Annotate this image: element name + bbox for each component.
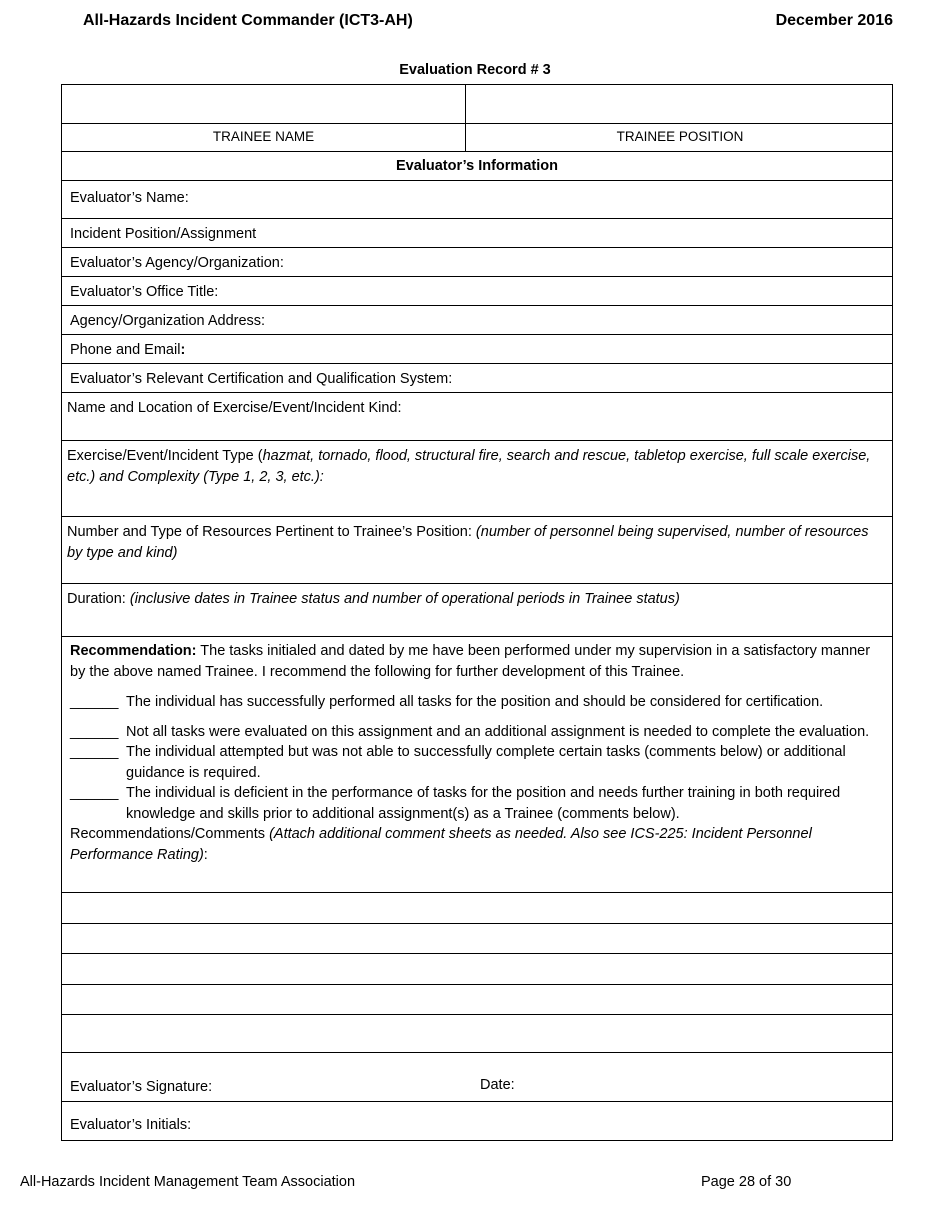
agency-address-row	[62, 306, 892, 335]
resources-examples: (number of personnel being supervised, number of resources by type and kind)	[67, 524, 869, 561]
recommendation-block	[70, 641, 884, 865]
exercise-type-row	[62, 441, 892, 517]
incident-position-row	[62, 219, 892, 248]
recommendation-row	[62, 637, 892, 893]
option-4-text: The individual is deficient in the performance of tasks for the position and needs further training in both required knowledge and skills prior to additional assignment(s) as a Trainee (comments below).	[126, 785, 841, 822]
evaluator-agency-label: Evaluator’s Agency/Organization:	[70, 255, 284, 271]
comment-line-1	[62, 893, 892, 924]
option-1-text: The individual has successfully performed all tasks for the position and should be considered for certification.	[126, 694, 824, 710]
option-2-text: Not all tasks were evaluated on this assignment and an additional assignment is needed to complete the evaluation.	[126, 723, 870, 740]
evaluation-form	[61, 84, 893, 1141]
duration-examples: (inclusive dates in Trainee status and number of operational periods in Trainee status)	[129, 591, 680, 607]
trainee-entry-row	[62, 85, 892, 124]
resources-label	[67, 522, 874, 563]
exercise-type-prefix: Exercise/Event/Incident Type (	[67, 448, 263, 464]
recommendation-intro	[70, 641, 884, 682]
agency-address-label: Agency/Organization Address:	[70, 313, 266, 329]
evaluator-name-row	[62, 181, 892, 219]
evaluator-name-label: Evaluator’s Name:	[70, 190, 189, 206]
evaluator-agency-row	[62, 248, 892, 277]
initials-label: Evaluator’s Initials:	[70, 1117, 192, 1133]
resources-row	[62, 517, 892, 584]
document-title: All-Hazards Incident Commander (ICT3-AH)	[83, 12, 413, 29]
phone-email-text: Phone and Email	[70, 342, 181, 358]
trainee-name-label: TRAINEE NAME	[212, 129, 315, 144]
incident-position-label: Incident Position/Assignment	[70, 226, 257, 242]
phone-email-colon: :	[180, 342, 186, 358]
comment-line-4	[62, 985, 892, 1015]
option-3-blank: ______	[70, 744, 119, 760]
exercise-type-examples: hazmat, tornado, flood, structural fire, search and rescue, tabletop exercise, full scale exercise, etc.) and Complexity (Type 1, 2, 3, etc.):	[67, 448, 871, 485]
comments-label	[70, 824, 884, 865]
initials-row	[62, 1102, 892, 1142]
comment-line-5	[62, 1015, 892, 1053]
evaluator-section-heading-row	[62, 152, 892, 181]
exercise-type-label	[67, 446, 874, 487]
duration-prefix: Duration:	[67, 591, 130, 607]
option-2-blank: ______	[70, 723, 119, 740]
footer-page-number: Page 28 of 30	[701, 1174, 792, 1190]
option-1-blank: ______	[70, 694, 119, 710]
comments-suffix: :	[203, 846, 208, 863]
recommendation-option-2	[70, 722, 884, 743]
trainee-label-row	[62, 124, 892, 152]
evaluator-section-heading: Evaluator’s Information	[396, 158, 558, 174]
exercise-name-label: Name and Location of Exercise/Event/Incident Kind:	[67, 400, 402, 416]
option-4-blank: ______	[70, 785, 119, 801]
duration-label	[67, 589, 874, 610]
option-3-text: The individual attempted but was not able to successfully complete certain tasks (comments below) or additional guidance is required.	[126, 744, 846, 781]
comments-prefix: Recommendations/Comments	[70, 826, 270, 842]
certification-row	[62, 364, 892, 393]
recommendation-option-3	[70, 742, 884, 783]
comment-line-2	[62, 924, 892, 954]
signature-row	[62, 1053, 892, 1102]
signature-label: Evaluator’s Signature:	[70, 1079, 213, 1095]
duration-row	[62, 584, 892, 637]
phone-email-label	[70, 340, 185, 360]
date-label: Date:	[480, 1077, 515, 1093]
comments-note: (Attach additional comment sheets as needed. Also see ICS-225: Incident Personnel Performance Rating)	[70, 826, 812, 863]
evaluator-office-title-label: Evaluator’s Office Title:	[70, 284, 219, 300]
record-title: Evaluation Record # 3	[399, 62, 551, 78]
trainee-position-label: TRAINEE POSITION	[616, 129, 744, 144]
exercise-name-row	[62, 393, 892, 441]
document-date: December 2016	[775, 12, 893, 29]
phone-email-row	[62, 335, 892, 364]
resources-prefix: Number and Type of Resources Pertinent to Trainee’s Position:	[67, 524, 476, 540]
evaluator-office-title-row	[62, 277, 892, 306]
certification-label: Evaluator’s Relevant Certification and Qualification System:	[70, 371, 453, 387]
comment-line-3	[62, 954, 892, 985]
recommendation-intro-text: The tasks initialed and dated by me have been performed under my supervision in a satisfactory manner by the above named Trainee. I recommend the following for further development of this Trainee.	[70, 643, 871, 680]
recommendation-label: Recommendation:	[70, 643, 197, 659]
recommendation-option-1	[70, 692, 884, 713]
footer-organization: All-Hazards Incident Management Team Association	[20, 1174, 356, 1190]
recommendation-option-4	[70, 783, 884, 824]
